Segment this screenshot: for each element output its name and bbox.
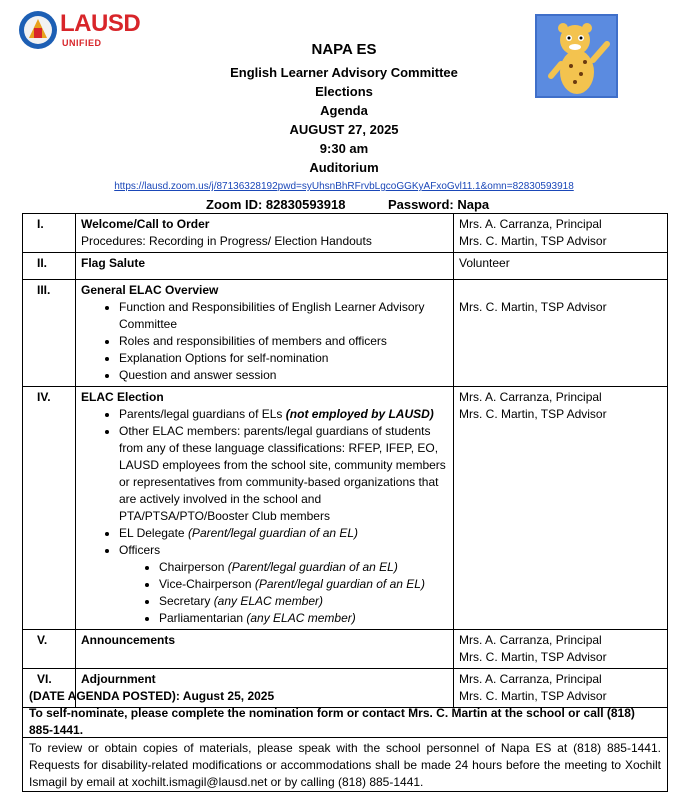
zoom-password: Password: Napa xyxy=(388,197,490,212)
item-title: Welcome/Call to Order xyxy=(81,217,210,231)
election-list xyxy=(81,406,448,627)
item-title: ELAC Election xyxy=(81,390,164,404)
accessibility-notice: To review or obtain copies of materials, please speak with the school personnel of Napa ES at (818) 885-1441. Requests for disability-related modifications or accommodations shall be made 24 hours before the meeting to Xochilt Ismagil by email at xochilt.ismagil@lausd.net or by calling (818) 885-1441. xyxy=(22,737,668,792)
agenda-table xyxy=(22,213,668,708)
table-row xyxy=(23,630,668,669)
item-number: VI. xyxy=(23,669,76,708)
presenter-name: Volunteer xyxy=(459,256,510,270)
list-item: • Roles and responsibilities of members and officers xyxy=(119,333,448,350)
officer-note: (Parent/legal guardian of an EL) xyxy=(254,577,425,591)
overview-list xyxy=(81,299,448,384)
presenter-name: Mrs. C. Martin, TSP Advisor xyxy=(459,650,607,664)
list-item-text: EL Delegate xyxy=(119,526,188,540)
list-item-text: Officers xyxy=(119,543,161,557)
presenter-name: Mrs. C. Martin, TSP Advisor xyxy=(459,234,607,248)
officer-role: Vice-Chairperson xyxy=(159,577,255,591)
officer-note: (any ELAC member) xyxy=(213,594,324,608)
officer-item xyxy=(159,576,448,593)
item-content xyxy=(76,280,454,387)
zoom-link[interactable]: https://lausd.zoom.us/j/87136328192pwd=syUhsnBhRFrvbLgcoGGKyAFxoGvl11.1&omn=82830593918 xyxy=(114,181,574,192)
item-title: Adjournment xyxy=(81,672,156,686)
table-row xyxy=(23,280,668,387)
agenda-title: Agenda xyxy=(320,103,368,118)
list-item-text: Parents/legal guardians of ELs xyxy=(119,407,286,421)
officer-list xyxy=(119,559,448,627)
list-item-note: (Parent/legal guardian of an EL) xyxy=(187,526,359,540)
item-presenter xyxy=(454,253,668,280)
meeting-date: AUGUST 27, 2025 xyxy=(289,122,399,137)
list-item xyxy=(119,542,448,627)
logo-wordmark: LAUSD xyxy=(60,10,141,37)
list-item: • Question and answer session xyxy=(119,367,448,384)
agenda-header xyxy=(0,40,688,195)
officer-item xyxy=(159,610,448,627)
logo-subtitle: UNIFIED xyxy=(62,38,102,48)
list-item: • Explanation Options for self-nomination xyxy=(119,350,448,367)
item-title: Announcements xyxy=(81,633,176,647)
posting-notice xyxy=(22,686,668,738)
item-detail: Procedures: Recording in Progress/ Election Handouts xyxy=(81,234,372,248)
school-name: NAPA ES xyxy=(311,41,377,58)
presenter-name: Mrs. A. Carranza, Principal xyxy=(459,390,602,404)
item-number: IV. xyxy=(23,387,76,630)
table-row xyxy=(23,214,668,253)
list-item xyxy=(119,525,448,542)
item-content xyxy=(76,214,454,253)
item-presenter xyxy=(454,387,668,630)
officer-role: Parliamentarian xyxy=(159,611,247,625)
presenter-name: Mrs. A. Carranza, Principal xyxy=(459,672,602,686)
presenter-name: Mrs. A. Carranza, Principal xyxy=(459,633,602,647)
item-number: V. xyxy=(23,630,76,669)
officer-role: Secretary xyxy=(159,594,214,608)
item-presenter xyxy=(454,630,668,669)
item-title: General ELAC Overview xyxy=(81,283,219,297)
committee-name: English Learner Advisory Committee xyxy=(230,65,458,80)
elections-title: Elections xyxy=(315,84,373,99)
officer-note: (Parent/legal guardian of an EL) xyxy=(227,560,398,574)
item-content xyxy=(76,387,454,630)
officer-note: (any ELAC member) xyxy=(246,611,356,625)
presenter-name: Mrs. C. Martin, TSP Advisor xyxy=(459,407,607,421)
officer-item xyxy=(159,559,448,576)
item-number: III. xyxy=(23,280,76,387)
item-number: II. xyxy=(23,253,76,280)
officer-role: Chairperson xyxy=(159,560,228,574)
item-presenter xyxy=(454,280,668,387)
zoom-id: Zoom ID: 82830593918 xyxy=(206,197,346,212)
officer-item xyxy=(159,593,448,610)
presenter-name: Mrs. C. Martin, TSP Advisor xyxy=(459,689,607,703)
presenter-name: Mrs. A. Carranza, Principal xyxy=(459,217,602,231)
item-number: I. xyxy=(23,214,76,253)
item-presenter xyxy=(454,214,668,253)
item-content xyxy=(76,630,454,669)
table-row xyxy=(23,387,668,630)
list-item: • Other ELAC members: parents/legal guardians of students from any of these language classifications: RFEP, IFEP, EO, LAUSD employees from the school site, community members or representatives from community-based organizations that are actively involved in the school and PTA/PTSA/PTO/Booster Club members xyxy=(119,423,448,525)
nomination-instructions: To self-nominate, please complete the nomination form or contact Mrs. C. Martin at the school or call (818) 885-1441. xyxy=(29,706,635,737)
list-item: • Function and Responsibilities of English Learner Advisory Committee xyxy=(119,299,448,333)
list-item xyxy=(119,406,448,423)
list-item-note: (not employed by LAUSD) xyxy=(285,407,434,421)
table-row xyxy=(23,253,668,280)
presenter-name: Mrs. C. Martin, TSP Advisor xyxy=(459,300,607,314)
meeting-location: Auditorium xyxy=(309,160,379,175)
item-title: Flag Salute xyxy=(81,256,146,270)
item-content xyxy=(76,253,454,280)
meeting-time: 9:30 am xyxy=(319,141,369,156)
posted-date: (DATE AGENDA POSTED): August 25, 2025 xyxy=(29,689,275,703)
